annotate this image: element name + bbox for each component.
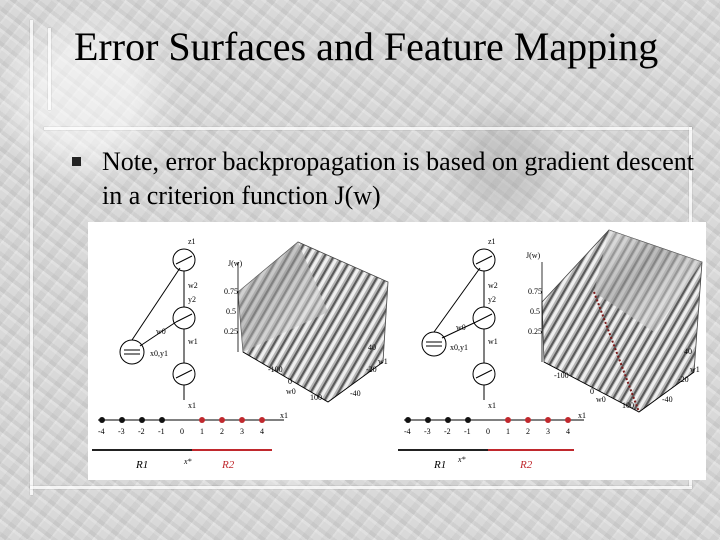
right-axis-labels bbox=[404, 411, 586, 436]
tick: 2 bbox=[526, 427, 530, 436]
tick: 1 bbox=[200, 427, 204, 436]
left-network-diagram bbox=[120, 249, 195, 400]
region-r2: R2 bbox=[222, 459, 235, 471]
label-w2: w2 bbox=[188, 281, 198, 290]
label-w1-axis: w1 bbox=[690, 365, 700, 374]
tick-075: 0.75 bbox=[224, 287, 238, 296]
frame-horizontal-mid bbox=[44, 127, 692, 130]
left-region-labels bbox=[135, 457, 235, 471]
tick: 1 bbox=[506, 427, 510, 436]
tick: -4 bbox=[98, 427, 105, 436]
label-w1-axis: w1 bbox=[378, 357, 388, 366]
left-error-surface bbox=[238, 242, 388, 402]
frame-vertical-left bbox=[30, 20, 33, 495]
slide-title: Error Surfaces and Feature Mapping bbox=[74, 24, 659, 69]
label-x0y1: x0,y1 bbox=[450, 343, 468, 352]
tick-m100: -100 bbox=[268, 365, 283, 374]
left-axis-labels bbox=[98, 411, 288, 436]
tick: 4 bbox=[566, 427, 570, 436]
tick-100: 100 bbox=[622, 401, 634, 410]
label-z1: z1 bbox=[488, 237, 496, 246]
tick-40: 40 bbox=[684, 347, 692, 356]
frame-vertical-inner bbox=[48, 28, 51, 110]
tick: -3 bbox=[424, 427, 431, 436]
label-y2: y2 bbox=[188, 295, 196, 304]
tick-40: 40 bbox=[368, 343, 376, 352]
square-bullet-icon bbox=[72, 157, 81, 166]
right-panel bbox=[398, 230, 702, 471]
tick: 4 bbox=[260, 427, 264, 436]
label-x0y1: x0,y1 bbox=[150, 349, 168, 358]
tick: 2 bbox=[220, 427, 224, 436]
label-w1: w1 bbox=[188, 337, 198, 346]
tick: -3 bbox=[118, 427, 125, 436]
label-x1-axis: x1 bbox=[280, 411, 288, 420]
region-r2: R2 bbox=[520, 459, 533, 471]
tick-m20: -20 bbox=[366, 365, 377, 374]
region-r1: R1 bbox=[136, 459, 149, 471]
tick-0: 0 bbox=[288, 377, 292, 386]
label-x1: x1 bbox=[488, 401, 496, 410]
label-Jw: J(w) bbox=[228, 259, 243, 268]
tick-05: 0.5 bbox=[530, 307, 540, 316]
label-w0: w0 bbox=[456, 323, 466, 332]
region-r1: R1 bbox=[434, 459, 447, 471]
figure-svg bbox=[88, 222, 706, 480]
label-y2: y2 bbox=[488, 295, 496, 304]
label-Jw: J(w) bbox=[526, 251, 541, 260]
tick: 0 bbox=[486, 427, 490, 436]
label-x1-axis: x1 bbox=[578, 411, 586, 420]
label-x1: x1 bbox=[188, 401, 196, 410]
frame-horizontal-bottom bbox=[30, 486, 692, 489]
tick: 3 bbox=[546, 427, 550, 436]
tick-05: 0.5 bbox=[226, 307, 236, 316]
right-error-surface bbox=[542, 230, 702, 412]
error-surface-figure bbox=[88, 222, 706, 480]
tick-100: 100 bbox=[310, 393, 322, 402]
label-w1: w1 bbox=[488, 337, 498, 346]
label-xstar: x* bbox=[458, 455, 466, 464]
tick: -2 bbox=[444, 427, 451, 436]
tick-m40: -40 bbox=[350, 389, 361, 398]
tick: -1 bbox=[464, 427, 471, 436]
tick-025: 0.25 bbox=[528, 327, 542, 336]
label-w0-axis: w0 bbox=[596, 395, 606, 404]
tick: -2 bbox=[138, 427, 145, 436]
tick-0: 0 bbox=[590, 387, 594, 396]
label-z1: z1 bbox=[188, 237, 196, 246]
tick-025: 0.25 bbox=[224, 327, 238, 336]
label-w0-axis: w0 bbox=[286, 387, 296, 396]
bullet-text: Note, error backpropagation is based on gradient descent in a criterion function J(w) bbox=[102, 147, 695, 210]
left-panel bbox=[92, 237, 388, 471]
label-w2: w2 bbox=[488, 281, 498, 290]
tick-m100: -100 bbox=[554, 371, 569, 380]
right-region-labels bbox=[433, 455, 533, 471]
label-w0: w0 bbox=[156, 327, 166, 336]
tick: 0 bbox=[180, 427, 184, 436]
tick-m40: -40 bbox=[662, 395, 673, 404]
tick: 3 bbox=[240, 427, 244, 436]
tick: -4 bbox=[404, 427, 411, 436]
tick-m20: -20 bbox=[678, 375, 689, 384]
tick: -1 bbox=[158, 427, 165, 436]
label-xstar: x* bbox=[184, 457, 192, 466]
tick-075: 0.75 bbox=[528, 287, 542, 296]
